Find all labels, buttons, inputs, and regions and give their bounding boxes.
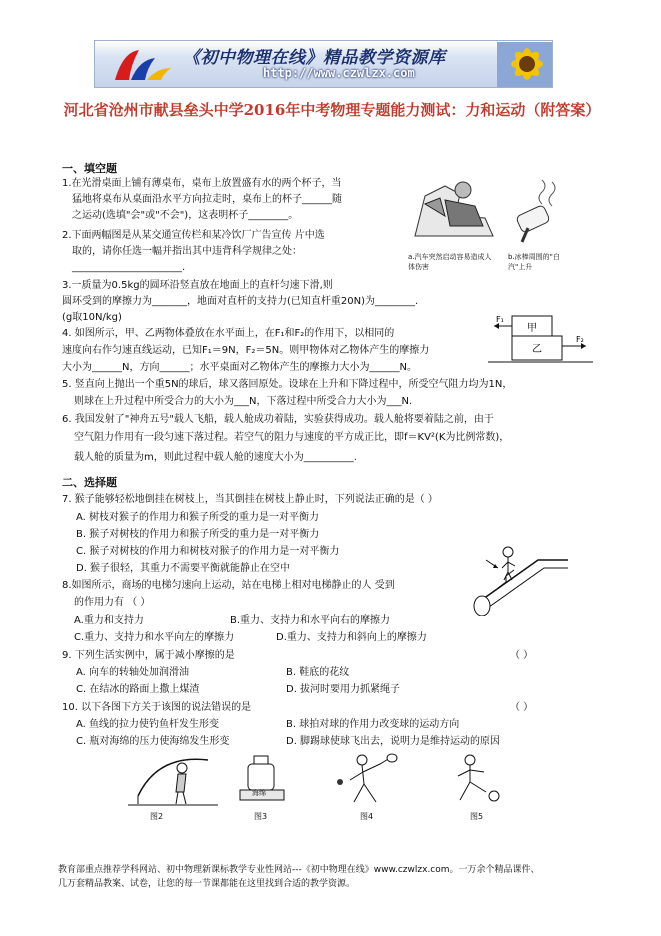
header-banner <box>94 40 553 88</box>
stacked-blocks-figure <box>488 312 593 366</box>
escalator-figure <box>468 538 570 616</box>
option: C. 在结冰的路面上撒上煤渣 <box>76 684 200 695</box>
figure-label: 图5 <box>470 812 484 821</box>
option: C. 猴子对树枝的作用力和树枝对猴子的作用力是一对平衡力 <box>76 546 340 557</box>
question-10: 10. 以下各图下方关于该图的说法错误的是 <box>62 702 252 713</box>
option: A. 树枝对猴子的作用力和猴子所受的重力是一对平衡力 <box>76 512 320 523</box>
question-7: 7. 猴子能够轻松地倒挂在树枝上，当其倒挂在树枝上静止时，下列说法正确的是（ ） <box>62 494 438 505</box>
footer <box>58 863 618 891</box>
answer-bracket: （ ） <box>510 650 534 661</box>
option: B. 猴子对树枝的作用力和猴子所受的重力是一对平衡力 <box>76 529 320 540</box>
footer-line: 教育部重点推荐学科网站、初中物理新课标教学专业性网站---《初中物理在线》www.czwlzx.com。一万余个精品课件、 <box>58 865 540 875</box>
answer-bracket: （ ） <box>510 702 534 713</box>
option: D.重力、支持力和斜向上的摩擦力 <box>276 632 427 643</box>
document-title: 河北省沧州市献县垒头中学2016年中考物理专题能力测试：力和运动（附答案） <box>63 101 601 119</box>
option: D. 猴子很轻，其重力不需要平衡就能静止在空中 <box>76 563 291 574</box>
banner-url[interactable]: http://www.czwlzx.com <box>263 66 415 80</box>
question-line: 3.一质量为0.5kg的圆环沿竖直放在地面上的直杆匀速下滑,则 <box>62 280 333 291</box>
popsicle-figure <box>508 176 568 251</box>
question-line: (g取10N/kg) <box>62 312 122 323</box>
option: D. 拔河时要用力抓紧绳子 <box>286 684 401 695</box>
option: B. 球拍对球的作用力改变球的运动方向 <box>286 719 460 730</box>
question-line: ______________________. <box>72 262 186 273</box>
question-line: 之运动(选填"会"或"不会")，这表明杯子________。 <box>72 210 299 221</box>
force-f2-label: F₂ <box>576 335 584 344</box>
question-9: 9. 下列生活实例中，属于减小摩擦的是 <box>62 650 235 661</box>
sunflower-icon <box>497 42 553 88</box>
question-line: 5. 竖直向上抛出一个重5N的球后，球又落回原处。设球在上升和下降过程中，所受空气阻力均为1N， <box>62 379 513 390</box>
figure-b-caption: b.冰棒周围的"白汽"上升 <box>508 253 560 271</box>
figure-label: 图4 <box>360 812 374 821</box>
question-line: 圆环受到的摩擦力为_______，地面对直杆的支持力(已知直杆重20N)为________. <box>62 296 419 307</box>
bottle-on-sponge-figure <box>238 752 286 808</box>
question-line: 载人舱的质量为m，则此过程中载人舱的速度大小为__________. <box>74 452 357 463</box>
section-heading-fill-blank: 一、填空题 <box>62 162 117 175</box>
option: B.重力、支持力和水平向右的摩擦力 <box>230 615 391 626</box>
soccer-figure <box>440 752 512 808</box>
option: A. 向车的转轴处加润滑油 <box>76 667 190 678</box>
question-8: 8.如图所示，商场的电梯匀速向上运动，站在电梯上相对电梯静止的人 受到 <box>62 580 395 591</box>
question-line: 2.下面两幅图是从某交通宣传栏和某冷饮厂广告宣传 片中选 <box>62 230 325 241</box>
banner-title: 《初中物理在线》精品教学资源库 <box>183 48 446 68</box>
question-line: 速度向右作匀速直线运动，已知F₁＝9N，F₂＝5N。则甲物体对乙物体产生的摩擦力 <box>62 345 430 356</box>
car-seat-figure <box>405 176 500 251</box>
question-line: 1.在光滑桌面上铺有薄桌布，桌布上放置盛有水的两个杯子，当 <box>62 178 342 189</box>
question-line: 4. 如图所示，甲、乙两物体叠放在水平面上，在F₁和F₂的作用下，以相同的 <box>62 328 395 339</box>
tennis-figure <box>332 752 404 808</box>
figure-a-caption: a.汽车突然启动容易造成人体伤害 <box>408 253 492 271</box>
option: C.重力、支持力和水平向左的摩擦力 <box>74 632 235 643</box>
fishing-figure <box>128 752 218 808</box>
question-8-cont: 的作用力有 （ ） <box>74 597 151 608</box>
option: B. 鞋底的花纹 <box>286 667 350 678</box>
question-line: 6. 我国发射了"神舟五号"载人飞船，载人舱成功着陆，实验获得成功。载人舱将要着陆之前，由于 <box>62 414 494 425</box>
question-line: 取的，请你任选一幅并指出其中违背科学规律之处： <box>72 246 302 257</box>
option: A.重力和支持力 <box>74 615 144 626</box>
figure-label: 图3 <box>254 812 268 821</box>
site-logo-icon <box>109 46 175 84</box>
option: A. 鱼线的拉力使钓鱼杆发生形变 <box>76 719 220 730</box>
block-lower-label: 乙 <box>532 344 542 355</box>
footer-line: 几万套精品教案、试卷，让您的每一节课都能在这里找到合适的教学资源。 <box>58 879 356 889</box>
option: D. 脚踢球使球飞出去，说明力是维持运动的原因 <box>286 736 501 747</box>
question-line: 空气阻力作用有一段匀速下落过程。若空气的阻力与速度的平方成正比，即f＝KV²(K为比例常数)， <box>74 432 510 443</box>
section-heading-multiple-choice: 二、选择题 <box>62 476 117 489</box>
block-upper-label: 甲 <box>527 323 537 334</box>
sponge-label: 海绵 <box>252 789 266 797</box>
force-f1-label: F₁ <box>496 315 504 324</box>
figure-label: 图2 <box>150 812 164 821</box>
option: C. 瓶对海绵的压力使海绵发生形变 <box>76 736 230 747</box>
question-line: 猛地将桌布从桌面沿水平方向拉走时，桌布上的杯子______随 <box>72 194 342 205</box>
question-line: 则球在上升过程中所受合力的大小为___N，下落过程中所受合力大小为___N. <box>74 396 413 407</box>
question-line: 大小为______N，方向______；水平桌面对乙物体产生的摩擦力大小为______N。 <box>62 362 417 373</box>
